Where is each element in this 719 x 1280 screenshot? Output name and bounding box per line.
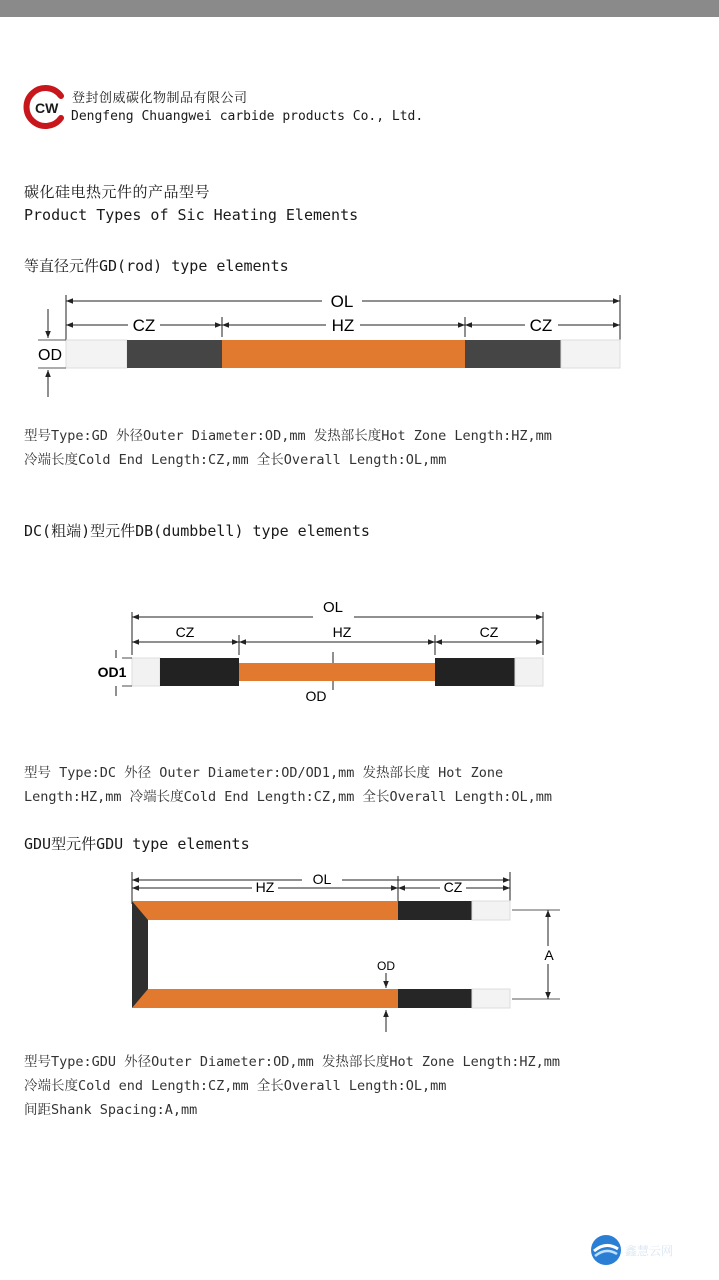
gd-cold-zone-right (465, 340, 561, 368)
gdu-diagram (0, 862, 719, 1037)
gd-hot-zone (222, 340, 465, 368)
dc-diagram (0, 590, 719, 710)
gdu-cz-label: CZ (443, 879, 463, 895)
dc-cz-left-label: CZ (175, 624, 195, 640)
page-title-cn: 碳化硅电热元件的产品型号 (24, 183, 211, 201)
gd-spec-line-2: 冷端长度Cold End Length:CZ,mm 全长Overall Length:OL,mm (24, 452, 447, 468)
gdu-spec-line-2: 冷端长度Cold end Length:CZ,mm 全长Overall Length:OL,mm (24, 1078, 447, 1094)
gdu-end-cap-top (472, 901, 510, 920)
dc-od-label: OD (305, 688, 327, 704)
dc-end-cap-left (132, 658, 160, 686)
watermark-logo-icon (589, 1233, 623, 1267)
gd-diagram (0, 285, 719, 400)
gd-cz-right-label: CZ (529, 316, 553, 335)
dc-ol-label: OL (322, 599, 344, 616)
gdu-cold-zone-bottom (398, 989, 472, 1008)
page-title-en: Product Types of Sic Heating Elements (24, 206, 359, 224)
gd-spec-line-1: 型号Type:GD 外径Outer Diameter:OD,mm 发热部长度Hot Zone Length:HZ,mm (24, 428, 552, 444)
company-name-en: Dengfeng Chuangwei carbide products Co., Ltd. (71, 109, 424, 124)
gd-end-cap-left (66, 340, 127, 368)
top-bar (0, 0, 719, 17)
gdu-hot-zone-top (132, 901, 398, 920)
dc-spec-line-2: Length:HZ,mm 冷端长度Cold End Length:CZ,mm 全长Overall Length:OL,mm (24, 789, 553, 805)
watermark-text: 鑫慧云网 (625, 1244, 674, 1258)
gdu-hot-zone-bottom (132, 989, 398, 1008)
dc-heading: DC(粗端)型元件DB(dumbbell) type elements (24, 522, 370, 540)
gdu-spec-line-1: 型号Type:GDU 外径Outer Diameter:OD,mm 发热部长度Hot Zone Length:HZ,mm (24, 1054, 561, 1070)
dc-hot-zone (239, 663, 435, 681)
logo-letters: CW (35, 100, 59, 116)
gdu-a-label: A (544, 947, 554, 963)
gdu-spec-line-3: 间距Shank Spacing:A,mm (24, 1102, 198, 1118)
gdu-od-label: OD (377, 959, 395, 973)
gd-heading: 等直径元件GD(rod) type elements (24, 257, 289, 275)
gd-end-cap-right (561, 340, 620, 368)
gdu-heading: GDU型元件GDU type elements (24, 835, 250, 853)
dc-spec-line-1: 型号 Type:DC 外径 Outer Diameter:OD/OD1,mm 发热部长度 Hot Zone (24, 765, 504, 781)
dc-cold-zone-left (160, 658, 239, 686)
gdu-hz-label: HZ (255, 879, 275, 895)
gd-hz-label: HZ (331, 316, 355, 335)
gd-cz-left-label: CZ (132, 316, 156, 335)
dc-end-cap-right (515, 658, 543, 686)
gdu-end-cap-bottom (472, 989, 510, 1008)
gdu-ol-label: OL (312, 871, 332, 887)
dc-hz-label: HZ (332, 624, 352, 640)
gd-od-label: OD (38, 347, 62, 364)
gd-cold-zone-left (127, 340, 222, 368)
gd-ol-label: OL (330, 292, 354, 311)
company-name-cn: 登封创威碳化物制品有限公司 (72, 91, 248, 106)
dc-cz-right-label: CZ (479, 624, 499, 640)
dc-cold-zone-right (435, 658, 515, 686)
dc-od1-label: OD1 (97, 664, 127, 680)
company-logo (22, 84, 68, 130)
gdu-cold-zone-top (398, 901, 472, 920)
